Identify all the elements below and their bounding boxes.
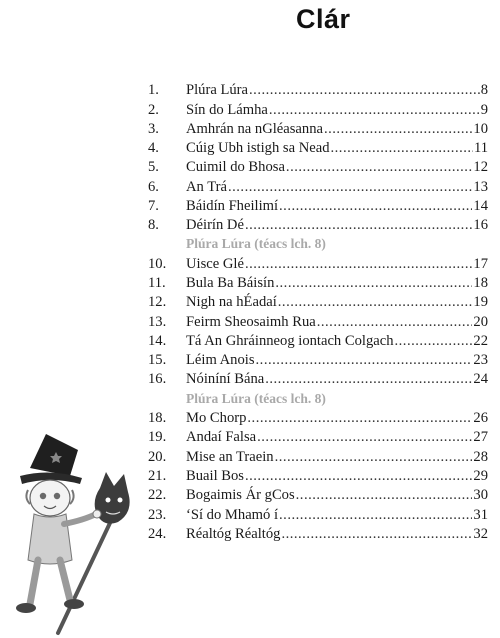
toc-entry[interactable] xyxy=(148,408,488,428)
toc-entry[interactable] xyxy=(148,369,488,389)
child-on-hobby-horse-illustration xyxy=(0,428,140,638)
dot-leader xyxy=(257,427,472,447)
entry-number: 13. xyxy=(148,314,167,330)
toc-entry[interactable] xyxy=(148,119,488,139)
dot-leader xyxy=(317,312,473,332)
entry-number: 12. xyxy=(148,294,167,310)
entry-title: Réaltóg Réaltóg xyxy=(186,526,281,542)
entry-title: Cuimil do Bhosa xyxy=(186,159,285,175)
entry-title: Sín do Lámha xyxy=(186,102,268,118)
entry-page: 31 xyxy=(473,507,488,523)
toc-entry[interactable] xyxy=(148,331,488,351)
toc-entry[interactable] xyxy=(148,157,488,177)
entry-number: 15. xyxy=(148,352,167,368)
entry-page: 17 xyxy=(473,256,488,272)
toc-entry[interactable] xyxy=(148,100,488,120)
toc-entry[interactable] xyxy=(148,485,488,505)
entry-title: An Trá xyxy=(186,179,227,195)
toc-entry[interactable] xyxy=(148,427,488,447)
entry-title: Tá An Ghráinneog iontach Colgach xyxy=(186,333,394,349)
entry-page: 13 xyxy=(473,179,488,195)
entry-number: 3. xyxy=(148,121,159,137)
entry-title: Mise an Traein xyxy=(186,449,274,465)
entry-number: 23. xyxy=(148,507,167,523)
dot-leader xyxy=(265,369,472,389)
entry-page: 23 xyxy=(473,352,488,368)
page-title: Clár xyxy=(296,4,351,34)
entry-title: Bula Ba Báisín xyxy=(186,275,275,291)
entry-number: 5. xyxy=(148,159,159,175)
entry-title: Cúig Ubh istigh sa Nead xyxy=(186,140,330,156)
entry-page: 19 xyxy=(473,294,488,310)
dot-leader xyxy=(245,215,472,235)
entry-page: 24 xyxy=(473,371,488,387)
entry-number: 1. xyxy=(148,82,159,98)
entry-title: ‘Sí do Mhamó í xyxy=(186,507,279,523)
toc-entry[interactable] xyxy=(148,138,488,158)
dot-leader xyxy=(269,100,480,120)
entry-page: 9 xyxy=(480,102,488,118)
toc-entry[interactable] xyxy=(148,196,488,216)
dot-leader xyxy=(395,331,473,351)
entry-page: 10 xyxy=(473,121,488,137)
toc-entry[interactable] xyxy=(148,215,488,235)
entry-title: Bogaimis Ár gCos xyxy=(186,487,295,503)
entry-title: Nigh na hÉadaí xyxy=(186,294,277,310)
pointed-hat-icon xyxy=(20,434,82,484)
entry-title: Báidín Fheilimí xyxy=(186,198,279,214)
entry-title: Plúra Lúra xyxy=(186,82,249,98)
entry-number: 6. xyxy=(148,179,159,195)
dot-leader xyxy=(278,292,473,312)
entry-page: 16 xyxy=(473,217,488,233)
toc-entry[interactable] xyxy=(148,80,488,100)
entry-title: Mo Chorp xyxy=(186,410,247,426)
entry-page: 11 xyxy=(473,140,488,156)
dot-leader xyxy=(279,505,472,525)
dot-leader xyxy=(275,447,473,467)
dot-leader xyxy=(286,157,472,177)
dot-leader xyxy=(228,177,472,197)
entry-number: 8. xyxy=(148,217,159,233)
dot-leader xyxy=(279,196,472,216)
entry-number: 4. xyxy=(148,140,159,156)
dot-leader xyxy=(331,138,473,158)
dot-leader xyxy=(324,119,472,139)
entry-number: 20. xyxy=(148,449,167,465)
entry-title: Amhrán na nGléasanna xyxy=(186,121,323,137)
dot-leader xyxy=(249,80,480,100)
toc-entry[interactable] xyxy=(148,273,488,293)
toc-entry[interactable] xyxy=(148,312,488,332)
section-subheading: Plúra Lúra (téacs lch. 8) xyxy=(186,236,326,251)
entry-page: 8 xyxy=(480,82,488,98)
entry-page: 14 xyxy=(473,198,488,214)
entry-number: 24. xyxy=(148,526,167,542)
entry-page: 12 xyxy=(473,159,488,175)
dot-leader xyxy=(275,273,472,293)
dot-leader xyxy=(296,485,473,505)
entry-page: 18 xyxy=(473,275,488,291)
entry-number: 19. xyxy=(148,429,167,445)
dot-leader xyxy=(245,254,472,274)
entry-number: 7. xyxy=(148,198,159,214)
toc-entry[interactable] xyxy=(148,350,488,370)
dot-leader xyxy=(245,466,472,486)
toc-entry[interactable] xyxy=(148,447,488,467)
toc-entry[interactable] xyxy=(148,177,488,197)
dot-leader xyxy=(247,408,472,428)
entry-number: 14. xyxy=(148,333,167,349)
entry-number: 2. xyxy=(148,102,159,118)
entry-title: Déirín Dé xyxy=(186,217,244,233)
toc-entry[interactable] xyxy=(148,254,488,274)
entry-title: Nóiníní Bána xyxy=(186,371,265,387)
toc-entry[interactable] xyxy=(148,466,488,486)
dot-leader xyxy=(256,350,473,370)
toc-entry[interactable] xyxy=(148,292,488,312)
entry-page: 20 xyxy=(473,314,488,330)
entry-title: Buail Bos xyxy=(186,468,244,484)
entry-number: 18. xyxy=(148,410,167,426)
toc-entry[interactable] xyxy=(148,524,488,544)
entry-page: 27 xyxy=(473,429,488,445)
entry-title: Léim Anois xyxy=(186,352,255,368)
entry-number: 11. xyxy=(148,275,166,291)
entry-page: 26 xyxy=(473,410,488,426)
entry-title: Feirm Sheosaimh Rua xyxy=(186,314,316,330)
entry-page: 22 xyxy=(473,333,488,349)
entry-title: Uisce Glé xyxy=(186,256,244,272)
entry-page: 29 xyxy=(473,468,488,484)
entry-number: 22. xyxy=(148,487,167,503)
section-subheading: Plúra Lúra (téacs lch. 8) xyxy=(186,391,326,406)
entry-page: 32 xyxy=(473,526,488,542)
entry-page: 30 xyxy=(473,487,488,503)
dot-leader xyxy=(281,524,472,544)
entry-number: 21. xyxy=(148,468,167,484)
entry-number: 16. xyxy=(148,371,167,387)
entry-page: 28 xyxy=(473,449,488,465)
toc-entry[interactable] xyxy=(148,505,488,525)
entry-title: Andaí Falsa xyxy=(186,429,257,445)
entry-number: 10. xyxy=(148,256,167,272)
